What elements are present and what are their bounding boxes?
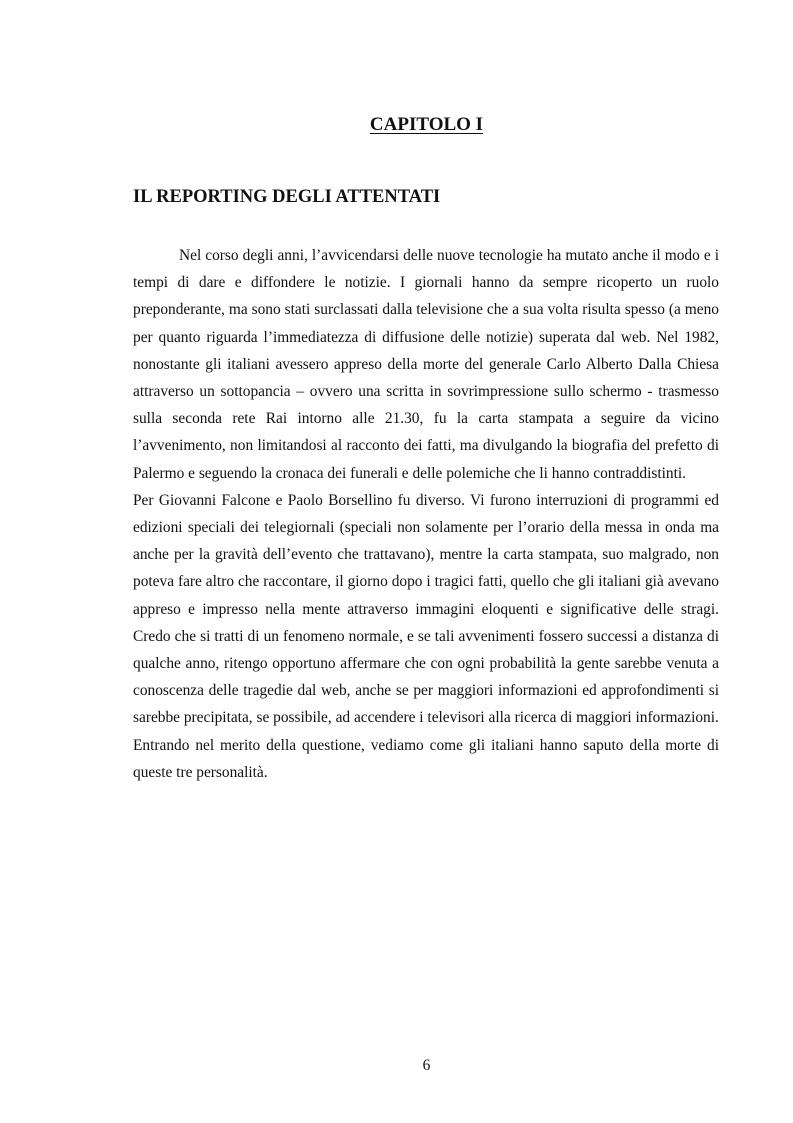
chapter-title: CAPITOLO I — [369, 114, 484, 135]
paragraph: Entrando nel merito della questione, vediamo come gli italiani hanno saputo della morte di queste tre personalità. — [133, 736, 719, 781]
page-number: 6 — [422, 1057, 431, 1074]
body-text — [133, 242, 719, 786]
paragraph: Nel corso degli anni, l’avvicendarsi delle nuove tecnologie ha mutato anche il modo e i tempi di dare e diffondere le notizie. I giornali hanno da sempre ricoperto un ruolo preponderante, ma sono stati surclassati dalla televisione che a sua volta risulta spesso (a meno per quanto riguarda l’immediatezza di diffusione delle notizie) superata dal web. Nel 1982, nonostante gli italiani avessero appreso della morte del generale Carlo Alberto Dalla Chiesa attraverso un sottopancia – ovvero una scritta in sovrimpressione sullo schermo - trasmesso sulla seconda rete Rai intorno alle 21.30, fu la carta stampata a seguire da vicino l’avvenimento, non limitandosi al racconto dei fatti, ma divulgando la biografia del prefetto di Palermo e seguendo la cronaca dei funerali e delle polemiche che li hanno contraddistinti. — [133, 247, 719, 482]
section-title: IL REPORTING DEGLI ATTENTATI — [133, 187, 441, 207]
paragraph: Per Giovanni Falcone e Paolo Borsellino fu diverso. Vi furono interruzioni di programmi ed edizioni speciali dei telegiornali (speciali non solamente per l’orario della messa in onda ma anche per la gravità dell’evento che trattavano), mentre la carta stampata, suo malgrado, non poteva fare altro che raccontare, il giorno dopo i tragici fatti, quello che gli italiani già avevano appreso e impresso nella mente attraverso immagini eloquenti e significative delle stragi. Credo che si tratti di un fenomeno normale, e se tali avvenimenti fossero successi a distanza di qualche anno, ritengo opportuno affermare che con ogni probabilità la gente sarebbe venuta a conoscenza delle tragedie dal web, anche se per maggiori informazioni ed approfondimenti si sarebbe precipitata, se possibile, ad accendere i televisori alla ricerca di maggiori informazioni. — [133, 491, 719, 727]
